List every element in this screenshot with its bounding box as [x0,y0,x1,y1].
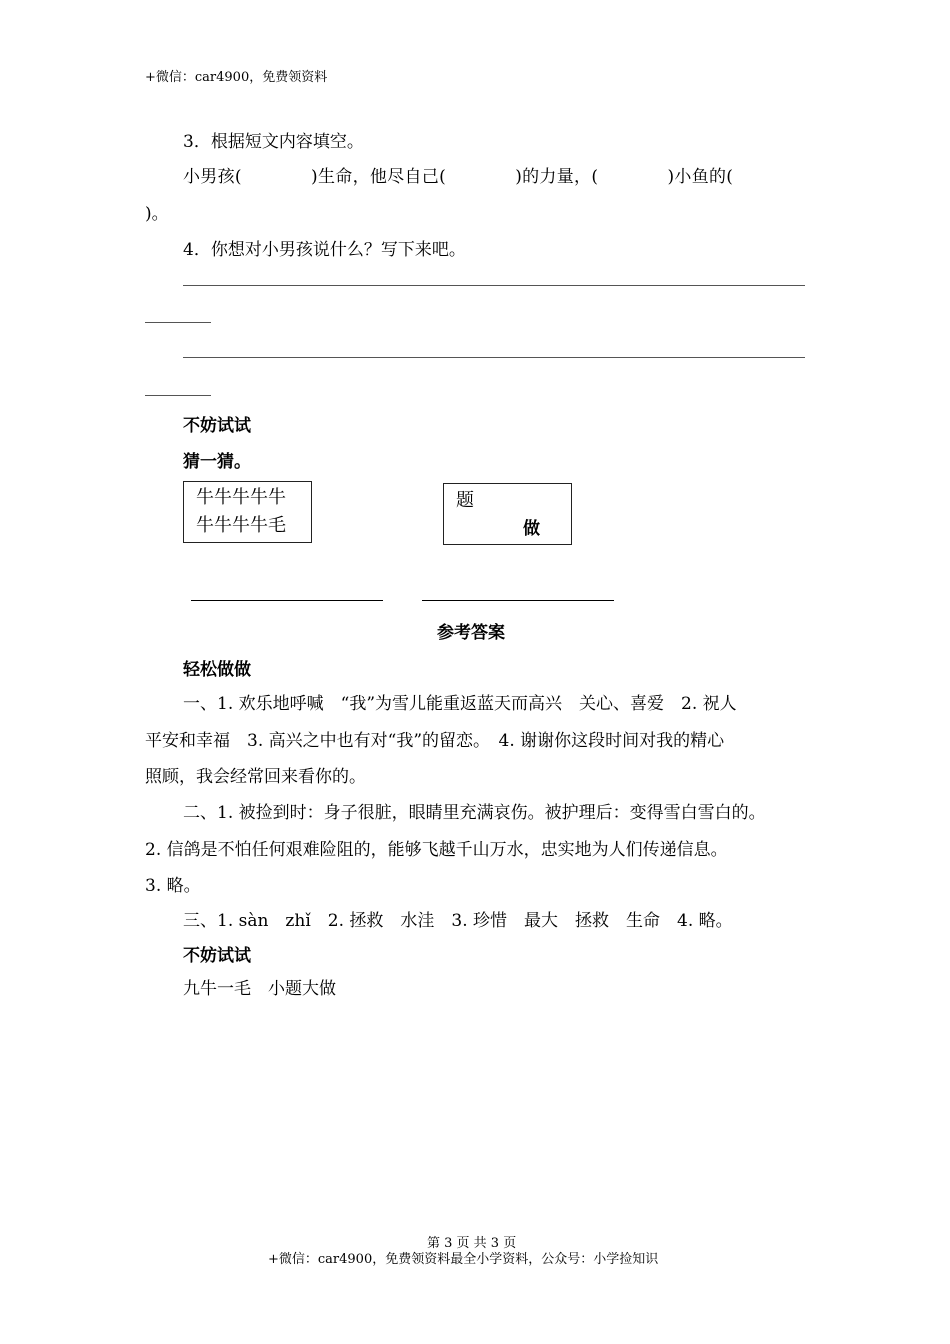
riddle-answer-line-2[interactable] [422,600,614,601]
answer-2-line-1: 二、1. 被捡到时：身子很脏，眼睛里充满哀伤。被护理后：变得雪白雪白的。 [183,803,766,823]
answer-2-line-2: 2. 信鸽是不怕任何艰难险阻的，能够飞越千山万水，忠实地为人们传递信息。 [145,840,728,860]
question-3-title: 3．根据短文内容填空。 [183,132,364,152]
answer-3-line-1: 三、1. sàn zhǐ 2. 拯救 水洼 3. 珍惜 最大 拯救 生命 4. 略。 [183,911,733,931]
answer-line-2[interactable] [183,357,805,358]
question-3-line-1: 小男孩( )生命，他尽自己( )的力量，( )小鱼的( [183,167,734,187]
riddle-box-2 [443,483,572,545]
riddle-answer-line-1[interactable] [191,600,383,601]
riddle-box-1 [183,481,312,543]
riddle-box-2-top-char: 题 [456,490,474,511]
answer-line-1-continued[interactable] [145,322,211,323]
answer-1-line-2: 平安和幸福 3. 高兴之中也有对“我”的留恋。 4. 谢谢你这段时间对我的精心 [145,731,725,751]
easy-heading: 轻松做做 [183,660,251,680]
riddle-box-1-line-1: 牛牛牛牛牛 [196,487,286,508]
question-4-title: 4．你想对小男孩说什么？写下来吧。 [183,240,466,260]
page-header: +微信：car4900，免费领资料 [145,70,328,85]
answer-1-line-3: 照顾，我会经常回来看你的。 [145,767,366,787]
answers-try-heading: 不妨试试 [183,946,251,966]
riddle-box-1-line-2: 牛牛牛牛毛 [196,515,286,536]
try-heading: 不妨试试 [183,416,251,436]
answer-line-1[interactable] [183,285,805,286]
answer-2-line-3: 3. 略。 [145,876,201,896]
riddle-box-2-bottom-char: 做 [523,519,540,539]
answer-1-line-1: 一、1. 欢乐地呼喊 “我”为雪儿能重返蓝天而高兴 关心、喜爱 2. 祝人 [183,694,737,714]
answers-title: 参考答案 [437,623,505,643]
question-3-line-2: )。 [145,204,169,224]
footer-note: +微信：car4900，免费领资料最全小学资料，公众号：小学捡知识 [268,1252,659,1267]
answer-line-2-continued[interactable] [145,395,211,396]
answers-try-answer: 九牛一毛 小题大做 [183,979,336,999]
page-number: 第 3 页 共 3 页 [427,1236,517,1251]
guess-prompt: 猜一猜。 [183,452,251,472]
